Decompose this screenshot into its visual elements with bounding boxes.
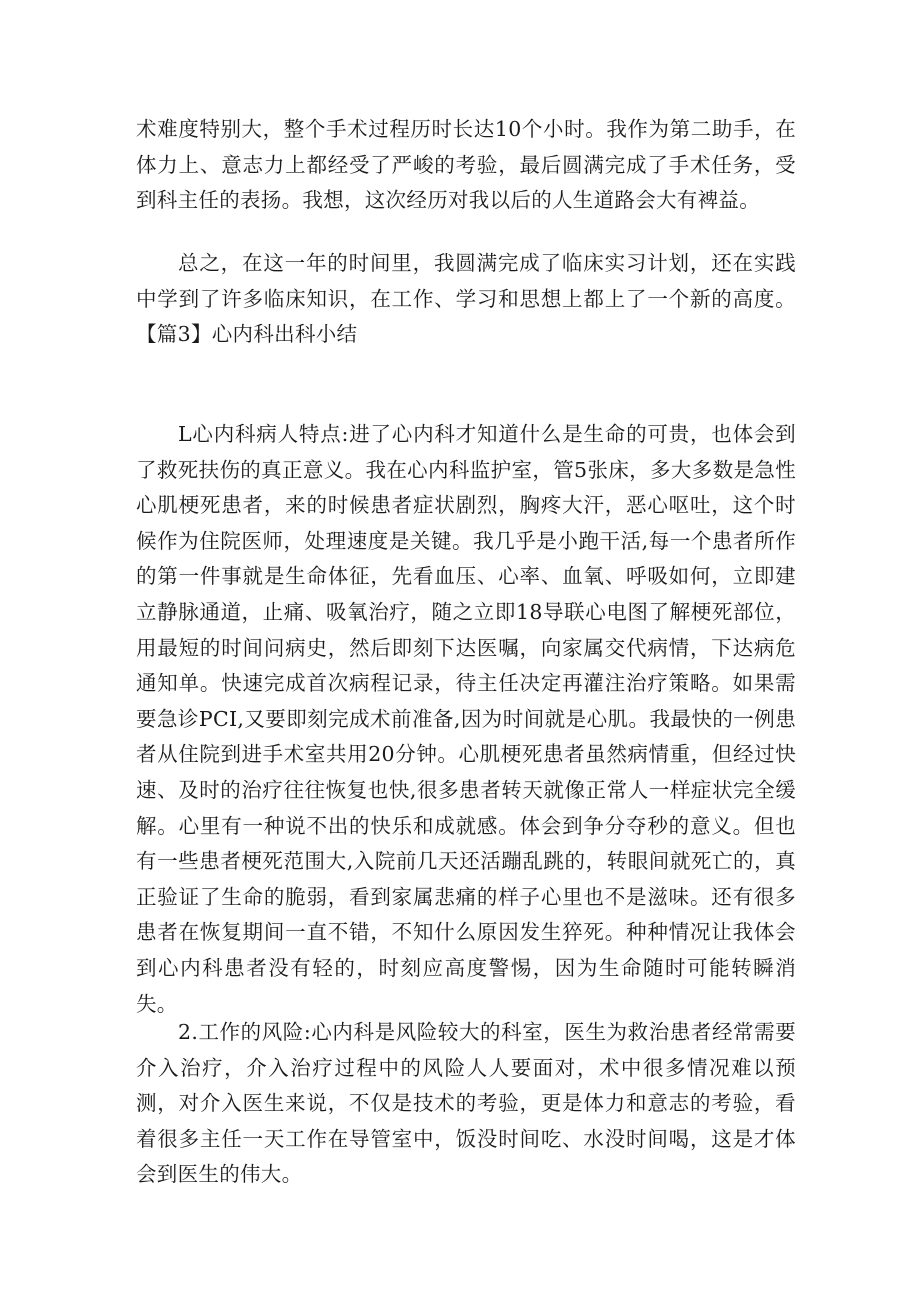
paragraph-patient-characteristics: L心内科病人特点:进了心内科才知道什么是生命的可贵，也体会到了救死扶伤的真正意义。我在心内科监护室，管5张床，多大多数是急性心肌梗死患者，来的时候患者症状剧烈，胸疼大汗，恶心呕吐，这个时候作为住院医师，处理速度是关键。我几乎是小跑干活,每一个患者所作的第一件事就是生命体征，先看血压、心率、血氧、呼吸如何，立即建立静脉通道，止痛、吸氧治疗，随之立即18导联心电图了解梗死部位，用最短的时间问病史，然后即刻下达医嘱，向家属交代病情，下达病危通知单。快速完成首次病程记录，待主任决定再灌注治疗策略。如果需要急诊PCI,又要即刻完成术前准备,因为时间就是心肌。我最快的一例患者从住院到进手术室共用20分钟。心肌梗死患者虽然病情重，但经过快速、及时的治疗往往恢复也快,很多患者转天就像正常人一样症状完全缓解。心里有一种说不出的快乐和成就感。体会到争分夺秒的意义。但也有一些患者梗死范围大,入院前几天还活蹦乱跳的，转眼间就死亡的，真正验证了生命的脆弱，看到家属悲痛的样子心里也不是滋味。还有很多患者在恢复期间一直不错，不知什么原因发生猝死。种种情况让我体会到心内科患者没有轻的，时刻应高度警惕，因为生命随时可能转瞬消失。	[136, 422, 796, 1016]
paragraph-surgery-experience: 术难度特别大，整个手术过程历时长达10个小时。我作为第二助手，在体力上、意志力上都经受了严峻的考验，最后圆满完成了手术任务，受到科主任的表扬。我想，这次经历对我以后的人生道路会大有裨益。	[136, 117, 796, 213]
paragraph-summary: 总之，在这一年的时间里，我圆满完成了临床实习计划，还在实践中学到了许多临床知识，在工作、学习和思想上都上了一个新的高度。【篇3】心内科出科小结	[136, 251, 796, 347]
paragraph-work-risk: 2.工作的风险:心内科是风险较大的科室，医生为救治患者经常需要介入治疗，介入治疗过程中的风险人人要面对，术中很多情况难以预测，对介入医生来说，不仅是技术的考验，更是体力和意志的考验，看着很多主任一天工作在导管室中，饭没时间吃、水没时间喝，这是才体会到医生的伟大。	[136, 1020, 796, 1187]
